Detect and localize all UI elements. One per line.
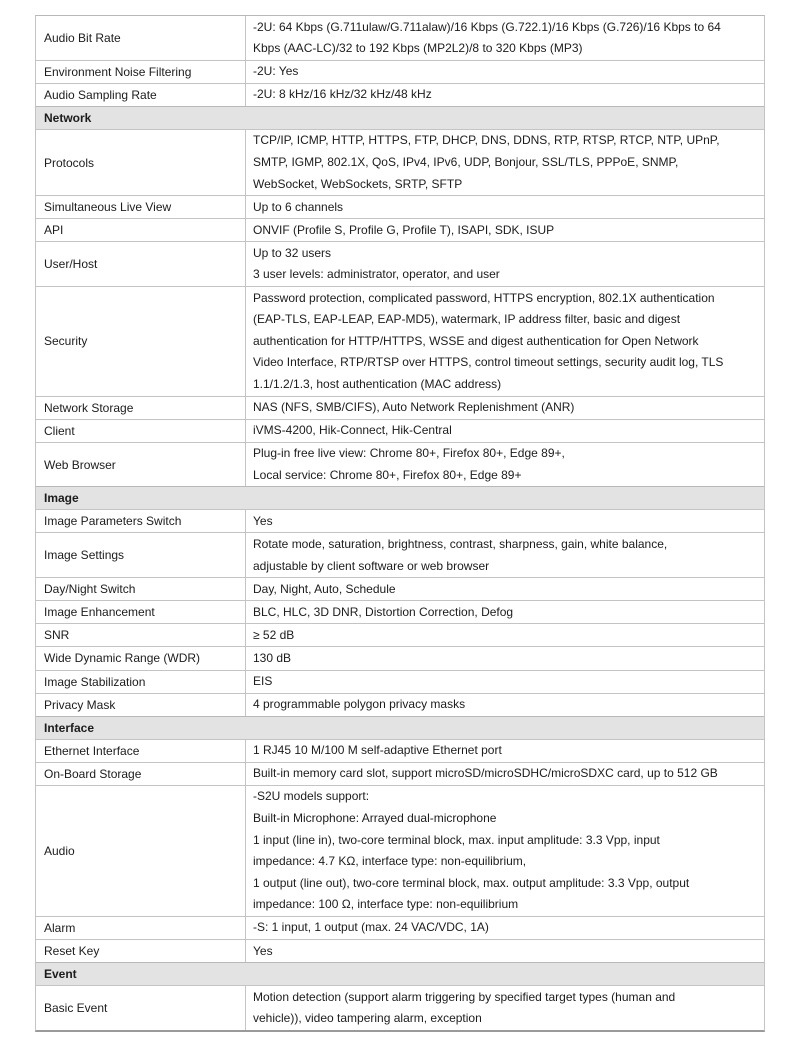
spec-label: Reset Key [36, 940, 246, 962]
spec-value-line: -2U: 8 kHz/16 kHz/32 kHz/48 kHz [253, 87, 432, 102]
spec-label: User/Host [36, 242, 246, 286]
spec-value [246, 694, 764, 716]
spec-table [35, 15, 765, 1032]
table-row [36, 623, 764, 646]
spec-value-line: 130 dB [253, 650, 292, 665]
spec-value [246, 533, 764, 577]
spec-value [246, 397, 764, 419]
spec-value [246, 510, 764, 532]
table-row [36, 419, 764, 442]
spec-label: Basic Event [36, 986, 246, 1030]
spec-value-line: 1 input (line in), two-core terminal block, max. input amplitude: 3.3 Vpp, input [253, 832, 660, 847]
table-row [36, 129, 764, 195]
spec-value-line: -2U: 64 Kbps (G.711ulaw/G.711alaw)/16 Kbps (G.722.1)/16 Kbps (G.726)/16 Kbps to 64 [253, 19, 721, 34]
table-row [36, 939, 764, 962]
spec-value-line: WebSocket, WebSockets, SRTP, SFTP [253, 176, 463, 191]
spec-label: Audio Sampling Rate [36, 84, 246, 106]
spec-value-line: Yes [253, 943, 273, 958]
table-row [36, 16, 764, 60]
spec-value-line: Up to 32 users [253, 245, 332, 260]
table-row [36, 218, 764, 241]
spec-value [246, 420, 764, 442]
spec-value [246, 647, 764, 669]
spec-value-line: authentication for HTTP/HTTPS, WSSE and digest authentication for Open Network [253, 333, 699, 348]
spec-value-line: adjustable by client software or web browser [253, 558, 490, 573]
spec-label: Alarm [36, 917, 246, 939]
spec-value [246, 61, 764, 83]
spec-label: Network Storage [36, 397, 246, 419]
section-header-row [36, 962, 764, 985]
spec-value-line: Motion detection (support alarm triggering by specified target types (human and [253, 989, 676, 1004]
table-row [36, 916, 764, 939]
spec-value [246, 130, 764, 195]
spec-label: On-Board Storage [36, 763, 246, 785]
spec-value-line: Built-in memory card slot, support microSD/microSDHC/microSDXC card, up to 512 GB [253, 766, 718, 781]
spec-value-line: impedance: 100 Ω, interface type: non-equilibrium [253, 897, 519, 912]
section-header-label: Event [44, 967, 77, 982]
spec-value-line: 1 RJ45 10 M/100 M self-adaptive Ethernet port [253, 743, 502, 758]
section-header-row [36, 106, 764, 129]
spec-value-line: Kbps (AAC-LC)/32 to 192 Kbps (MP2L2)/8 to 320 Kbps (MP3) [253, 41, 583, 56]
spec-value-line: ≥ 52 dB [253, 627, 295, 642]
spec-label: Web Browser [36, 443, 246, 487]
spec-label: Day/Night Switch [36, 578, 246, 600]
spec-value-line: Password protection, complicated password, HTTPS encryption, 802.1X authentication [253, 290, 715, 305]
table-row [36, 532, 764, 577]
spec-value [246, 671, 764, 693]
table-row [36, 985, 764, 1030]
section-header-label: Network [44, 110, 92, 125]
spec-label: SNR [36, 624, 246, 646]
spec-value-line: Plug-in free live view: Chrome 80+, Firefox 80+, Edge 89+, [253, 446, 565, 461]
spec-value [246, 986, 764, 1030]
spec-value-line: Up to 6 channels [253, 199, 344, 214]
spec-value [246, 917, 764, 939]
table-row [36, 83, 764, 106]
spec-label: Security [36, 287, 246, 395]
table-row [36, 646, 764, 669]
spec-value-line: Video Interface, RTP/RTSP over HTTPS, control timeout settings, security audit log, TLS [253, 355, 724, 370]
spec-value-line: 1.1/1.2/1.3, host authentication (MAC address) [253, 376, 502, 391]
spec-value-line: impedance: 4.7 KΩ, interface type: non-equilibrium, [253, 854, 527, 869]
table-row [36, 195, 764, 218]
spec-value [246, 84, 764, 106]
spec-value-line: TCP/IP, ICMP, HTTP, HTTPS, FTP, DHCP, DNS, DDNS, RTP, RTSP, RTCP, NTP, UPnP, [253, 133, 720, 148]
spec-value [246, 786, 764, 916]
spec-label: Privacy Mask [36, 694, 246, 716]
spec-label: Image Settings [36, 533, 246, 577]
spec-value [246, 287, 764, 395]
table-row [36, 509, 764, 532]
spec-label: Image Parameters Switch [36, 510, 246, 532]
table-row [36, 600, 764, 623]
spec-label: Wide Dynamic Range (WDR) [36, 647, 246, 669]
spec-value [246, 624, 764, 646]
spec-value-line: Built-in Microphone: Arrayed dual-microphone [253, 811, 497, 825]
table-row [36, 739, 764, 762]
spec-value [246, 601, 764, 623]
spec-value-line: Rotate mode, saturation, brightness, contrast, sharpness, gain, white balance, [253, 536, 668, 551]
spec-label: Simultaneous Live View [36, 196, 246, 218]
spec-label: Audio Bit Rate [36, 16, 246, 60]
table-row [36, 785, 764, 916]
table-row [36, 396, 764, 419]
spec-value-line: -S: 1 input, 1 output (max. 24 VAC/VDC, 1A) [253, 920, 489, 935]
spec-value-line: NAS (NFS, SMB/CIFS), Auto Network Replenishment (ANR) [253, 400, 575, 414]
spec-value-line: 4 programmable polygon privacy masks [253, 697, 466, 712]
spec-label: Client [36, 420, 246, 442]
table-row [36, 442, 764, 487]
spec-label: Image Enhancement [36, 601, 246, 623]
spec-value [246, 242, 764, 286]
spec-value-line: vehicle)), video tampering alarm, exception [253, 1011, 482, 1026]
spec-value [246, 763, 764, 785]
spec-value-line: BLC, HLC, 3D DNR, Distortion Correction, Defog [253, 604, 514, 619]
table-row [36, 670, 764, 693]
spec-value-line: -2U: Yes [253, 64, 299, 79]
table-row [36, 60, 764, 83]
spec-value [246, 940, 764, 962]
table-row [36, 577, 764, 600]
spec-value-line: 1 output (line out), two-core terminal block, max. output amplitude: 3.3 Vpp, output [253, 875, 690, 890]
table-row [36, 241, 764, 286]
spec-value [246, 196, 764, 218]
spec-value [246, 16, 764, 60]
spec-value-line: SMTP, IGMP, 802.1X, QoS, IPv4, IPv6, UDP, Bonjour, SSL/TLS, PPPoE, SNMP, [253, 154, 679, 169]
spec-label: Environment Noise Filtering [36, 61, 246, 83]
spec-value-line: EIS [253, 674, 273, 689]
table-row [36, 762, 764, 785]
section-header-label: Image [44, 491, 79, 506]
section-header-label: Interface [44, 720, 95, 735]
spec-label: Image Stabilization [36, 671, 246, 693]
spec-value [246, 219, 764, 241]
spec-label: API [36, 219, 246, 241]
spec-label: Protocols [36, 130, 246, 195]
spec-value [246, 740, 764, 762]
section-header-row [36, 716, 764, 739]
spec-value-line: 3 user levels: administrator, operator, and user [253, 267, 500, 282]
spec-value-line: (EAP-TLS, EAP-LEAP, EAP-MD5), watermark, IP address filter, basic and digest [253, 312, 681, 327]
spec-value-line: -S2U models support: [253, 789, 370, 804]
spec-value-line: Day, Night, Auto, Schedule [253, 581, 396, 596]
table-row [36, 286, 764, 395]
spec-label: Audio [36, 786, 246, 916]
spec-value-line: Yes [253, 513, 273, 528]
spec-value-line: ONVIF (Profile S, Profile G, Profile T), ISAPI, SDK, ISUP [253, 222, 555, 237]
spec-value-line: iVMS-4200, Hik-Connect, Hik-Central [253, 423, 452, 438]
table-row [36, 693, 764, 716]
spec-value-line: Local service: Chrome 80+, Firefox 80+, Edge 89+ [253, 467, 522, 482]
spec-value [246, 443, 764, 487]
section-header-row [36, 486, 764, 509]
spec-value [246, 578, 764, 600]
spec-label: Ethernet Interface [36, 740, 246, 762]
